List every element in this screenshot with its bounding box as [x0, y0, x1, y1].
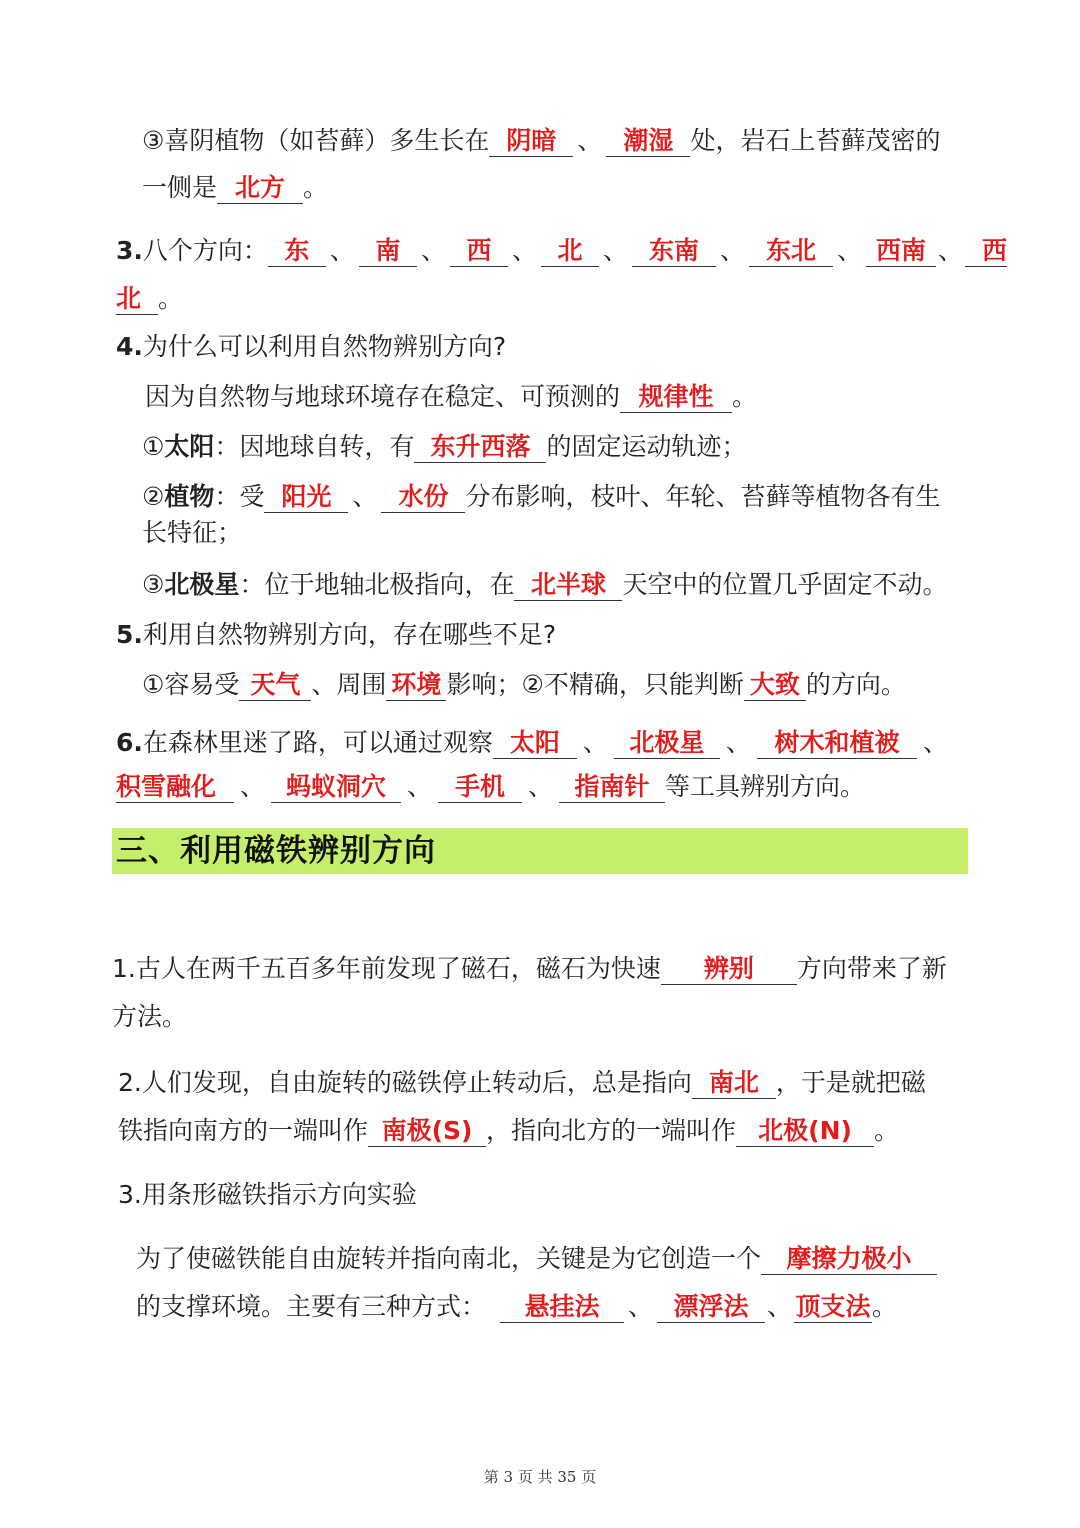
answer-blank: 天气: [239, 670, 311, 701]
answer-blank: 蚂蚁洞穴: [271, 772, 401, 803]
question-6-cont: 积雪融化 、 蚂蚁洞穴 、 手机 、 指南针 等工具辨别方向。: [116, 772, 866, 801]
question-5: 5.利用自然物辨别方向，存在哪些不足?: [116, 620, 557, 649]
answer-blank: 西: [450, 236, 508, 267]
line-moss-1: ③喜阴植物（如苔藓）多生长在 阴暗 、 潮湿 处，岩石上苔藓茂密的: [142, 126, 941, 155]
answer-blank: 水份: [381, 482, 465, 513]
q4-plants: ②植物：受 阳光 、 水份 分布影响，枝叶、年轮、苔藓等植物各有生: [142, 482, 941, 511]
answer-blank: 东北: [749, 236, 833, 267]
answer-blank: 积雪融化: [116, 772, 234, 803]
line-moss-2: 一侧是 北方 。: [142, 173, 329, 202]
answer-blank: 南北: [692, 1068, 776, 1099]
answer-blank: 摩擦力极小: [761, 1244, 937, 1275]
q5-answer: ①容易受 天气 、周围 环境 影响；②不精确，只能判断 大致 的方向。: [142, 670, 906, 699]
answer-blank: 潮湿: [606, 126, 690, 157]
answer-blank: 北: [541, 236, 599, 267]
answer-blank: 规律性: [620, 382, 732, 413]
answer-blank: 东南: [632, 236, 716, 267]
q4-sun: ①太阳：因地球自转，有 东升西落 的固定运动轨迹；: [142, 432, 747, 461]
answer-blank: 漂浮法: [657, 1292, 765, 1323]
answer-blank: 顶支法: [795, 1292, 871, 1321]
answer-blank: 大致: [744, 670, 806, 701]
q4-plants-cont: 长特征；: [142, 518, 243, 547]
answer-blank: 北方: [217, 173, 303, 204]
magnet-q1-cont: 方法。: [112, 1002, 188, 1031]
answer-blank: 西: [965, 236, 1007, 267]
magnet-q3: 3.用条形磁铁指示方向实验: [118, 1180, 417, 1209]
answer-blank: 环境: [386, 670, 446, 701]
section-title: 三、利用磁铁辨别方向: [116, 833, 436, 869]
q4-answer: 因为自然物与地球环境存在稳定、可预测的 规律性 。: [145, 382, 758, 411]
question-3: 3.八个方向： 东 、 南 、 西 、 北 、 东南 、 东北 、 西南 、 西: [116, 236, 1008, 265]
answer-blank: 南: [359, 236, 417, 267]
answer-blank: 西南: [866, 236, 936, 267]
page-footer: 第 3 页 共 35 页: [483, 1468, 597, 1486]
answer-blank: 指南针: [559, 772, 665, 803]
answer-blank: 手机: [438, 772, 522, 803]
answer-blank: 北极(N): [736, 1116, 874, 1147]
answer-blank: 东升西落: [414, 432, 546, 463]
magnet-q3-answer: 为了使磁铁能自由旋转并指向南北，关键是为它创造一个 摩擦力极小: [136, 1240, 937, 1278]
answer-blank: 阴暗: [489, 126, 573, 157]
section-header: [112, 828, 968, 874]
answer-blank: 北: [116, 284, 158, 315]
question-4: 4.为什么可以利用自然物辨别方向?: [116, 332, 507, 361]
answer-blank: 树木和植被: [757, 728, 917, 759]
answer-blank: 北半球: [514, 570, 622, 601]
answer-blank: 阳光: [264, 482, 348, 513]
answer-blank: 南极(S): [368, 1116, 486, 1147]
question-6: 6.在森林里迷了路，可以通过观察 太阳 、 北极星 、 树木和植被 、: [116, 728, 948, 757]
answer-blank: 悬挂法: [500, 1292, 624, 1323]
answer-blank: 东: [268, 236, 326, 267]
q4-polaris: ③北极星：位于地轴北极指向，在 北半球 天空中的位置几乎固定不动。: [142, 570, 948, 599]
answer-blank: 辨别: [661, 954, 797, 985]
magnet-q3-cont: 的支撑环境。主要有三种方式： 悬挂法 、 漂浮法 、 顶支法。: [136, 1292, 898, 1321]
answer-blank: 北极星: [614, 728, 720, 759]
magnet-q2-cont: 铁指向南方的一端叫作 南极(S) ，指向北方的一端叫作 北极(N) 。: [118, 1116, 900, 1145]
question-3-cont: 北 。: [116, 284, 184, 313]
answer-blank: 太阳: [493, 728, 577, 759]
magnet-q1: 1.古人在两千五百多年前发现了磁石，磁石为快速 辨别 方向带来了新: [112, 954, 947, 983]
magnet-q2: 2.人们发现，自由旋转的磁铁停止转动后，总是指向 南北 ，于是就把磁: [118, 1068, 926, 1097]
